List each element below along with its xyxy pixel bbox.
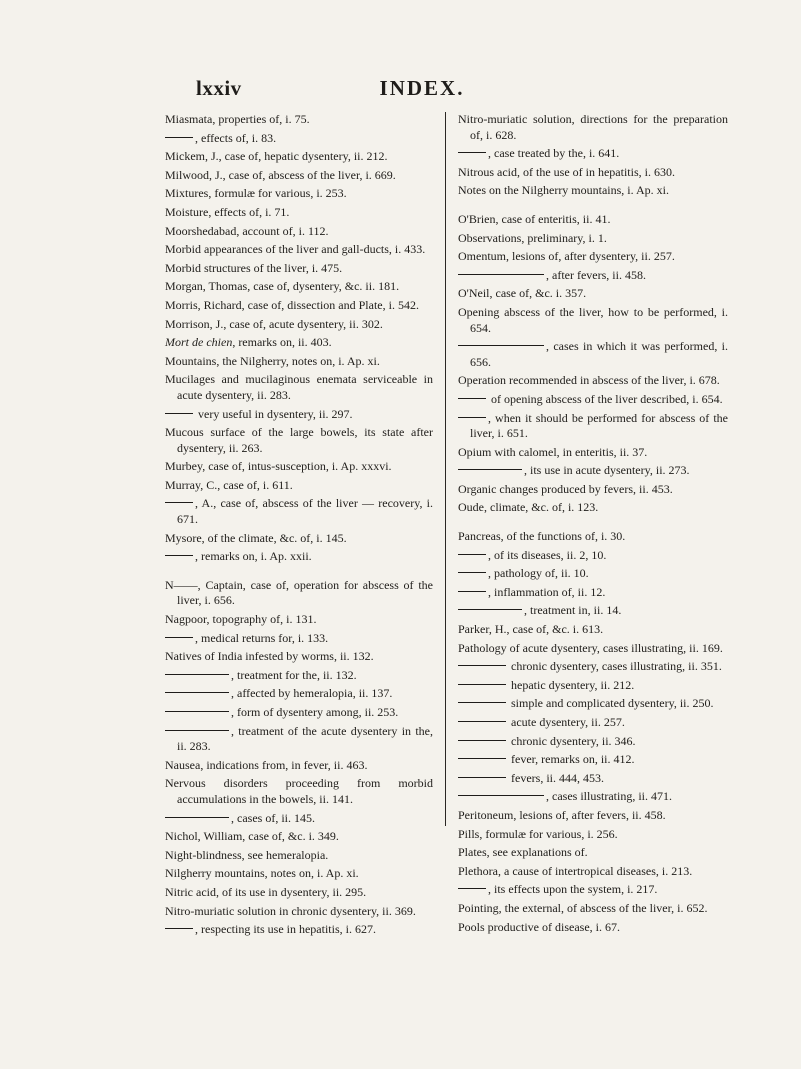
index-entry [458, 845, 728, 861]
index-entry [458, 411, 728, 442]
ditto-dash [458, 795, 544, 796]
index-entry-text: Morris, Richard, case of, dissection and Plate, i. 542. [165, 297, 419, 312]
index-entry [165, 922, 433, 938]
ditto-dash [458, 665, 506, 666]
index-entry [165, 242, 433, 258]
index-entry-text: Nilgherry mountains, notes on, i. Ap. xi. [165, 866, 359, 881]
index-entry [458, 445, 728, 461]
ditto-dash [165, 502, 193, 503]
ditto-dash [165, 555, 193, 556]
index-entry-text: acute dysentery, ii. 257. [508, 715, 625, 729]
index-entry-text: Nervous disorders proceeding from morbid accumulations in the bowels, ii. 141. [165, 776, 433, 806]
index-entry [458, 920, 728, 936]
italic-term: Mort de chien [165, 335, 233, 350]
index-entry [165, 758, 433, 774]
index-entry [165, 668, 433, 684]
index-entry-text: , when it should be performed for abscess of the liver, i. 651. [470, 410, 728, 441]
index-entry-text: Mucilages and mucilaginous enemata serviceable in acute dysentery, ii. 283. [165, 372, 433, 402]
index-entry-text: Moorshedabad, account of, i. 112. [165, 223, 329, 238]
index-entry-text: Opium with calomel, in enteritis, ii. 37. [458, 444, 648, 459]
page-title: INDEX. [379, 76, 465, 100]
index-entry-text: Miasmata, properties of, i. 75. [165, 112, 310, 126]
index-entry [165, 459, 433, 475]
index-entry-text: Nitrous acid, of the use of in hepatitis, i. 630. [458, 164, 675, 179]
index-entry-text: , cases of, ii. 145. [231, 810, 315, 825]
ditto-dash [458, 398, 486, 399]
index-entry-text: Pathology of acute dysentery, cases illustrating, ii. 169. [458, 640, 723, 655]
ditto-dash [165, 730, 229, 731]
ditto-dash [165, 692, 229, 693]
ditto-dash [458, 777, 506, 778]
index-entry [165, 407, 433, 423]
index-entry-text: very useful in dysentery, ii. 297. [195, 406, 353, 421]
index-entry-text: O'Brien, case of enteritis, ii. 41. [458, 211, 611, 226]
index-entry-text: Mickem, J., case of, hepatic dysentery, ii. 212. [165, 149, 388, 164]
index-entry-text: Nichol, William, case of, &c. i. 349. [165, 829, 339, 844]
ditto-dash [458, 345, 544, 346]
index-entry [165, 496, 433, 527]
ditto-dash [458, 572, 486, 573]
index-entry-text: , respecting its use in hepatitis, i. 627. [195, 922, 376, 937]
index-entry [165, 168, 433, 184]
index-entry-text: Night-blindness, see hemeralopia. [165, 847, 329, 862]
right-index-column [458, 112, 728, 938]
index-entry-text: Plates, see explanations of. [458, 845, 588, 860]
index-entry [458, 392, 728, 408]
index-entry-text: Moisture, effects of, i. 71. [165, 204, 290, 219]
index-entry [458, 789, 728, 805]
ditto-dash [458, 417, 486, 418]
index-entry [458, 585, 728, 601]
index-entry [165, 112, 433, 128]
index-entry-text: Opening abscess of the liver, how to be performed, i. 654. [458, 304, 728, 335]
index-entry-text: chronic dysentery, cases illustrating, ii. 351. [508, 659, 722, 674]
index-entry-text: Milwood, J., case of, abscess of the liver, i. 669. [165, 167, 396, 182]
ditto-dash [458, 740, 506, 741]
index-entry [165, 811, 433, 827]
index-entry-text: Peritoneum, lesions of, after fevers, ii. 458. [458, 807, 666, 822]
left-index-column [165, 112, 433, 941]
index-entry [165, 549, 433, 565]
index-entry [165, 866, 433, 882]
index-entry-text: , medical returns for, i. 133. [195, 630, 329, 645]
index-entry [458, 373, 728, 389]
ditto-dash [165, 413, 193, 414]
index-entry-text: fevers, ii. 444, 453. [508, 770, 604, 785]
ditto-dash [458, 469, 522, 470]
index-entry [165, 224, 433, 240]
index-entry [165, 149, 433, 165]
index-entry [458, 183, 728, 199]
index-entry-text: Pancreas, of the functions of, i. 30. [458, 529, 626, 544]
ditto-dash [458, 609, 522, 610]
index-entry-text: , effects of, i. 83. [195, 130, 277, 145]
index-entry-text: , case treated by the, i. 641. [488, 146, 620, 161]
index-entry-text: , cases illustrating, ii. 471. [546, 789, 672, 804]
index-entry-text: Oude, climate, &c. of, i. 123. [458, 500, 599, 515]
index-entry-text: , after fevers, ii. 458. [546, 267, 646, 282]
index-entry [458, 603, 728, 619]
index-entry [165, 425, 433, 456]
index-entry [165, 531, 433, 547]
index-entry-text: , treatment for the, ii. 132. [231, 667, 357, 682]
index-entry-text: Nagpoor, topography of, i. 131. [165, 612, 317, 627]
column-divider [445, 112, 446, 826]
index-entry-text: , remarks on, ii. 403. [232, 335, 332, 350]
index-entry [458, 678, 728, 694]
index-entry-text: , cases in which it was performed, i. 656. [470, 339, 728, 369]
page-header [196, 76, 648, 100]
index-entry [458, 882, 728, 898]
index-entry [458, 827, 728, 843]
ditto-dash [165, 711, 229, 712]
index-entry [458, 566, 728, 582]
index-entry-text: Morbid appearances of the liver and gall-ducts, i. 433. [165, 242, 426, 257]
ditto-dash [458, 591, 486, 592]
index-entry [458, 752, 728, 768]
index-entry [165, 317, 433, 333]
index-entry-text: simple and complicated dysentery, ii. 250. [508, 696, 714, 711]
index-entry [165, 612, 433, 628]
index-entry-text: Operation recommended in abscess of the liver, i. 678. [458, 373, 720, 388]
index-entry-text: Mucous surface of the large bowels, its state after dysentery, ii. 263. [165, 425, 433, 455]
index-entry [165, 478, 433, 494]
index-entry-text: Pills, formulæ for various, i. 256. [458, 826, 618, 841]
index-entry-text: , A., case of, abscess of the liver — recovery, i. 671. [177, 496, 433, 527]
index-entry-text: Pointing, the external, of abscess of the liver, i. 652. [458, 900, 708, 915]
index-entry [165, 298, 433, 314]
index-entry-text: , treatment of the acute dysentery in the, ii. 283. [177, 723, 433, 754]
index-entry [458, 659, 728, 675]
ditto-dash [165, 137, 193, 138]
ditto-dash [165, 674, 229, 675]
index-entry-text: hepatic dysentery, ii. 212. [508, 677, 635, 692]
index-entry-text: Natives of India infested by worms, ii. 132. [165, 649, 374, 664]
index-entry [458, 734, 728, 750]
index-entry [165, 372, 433, 403]
index-entry-text: , of its diseases, ii. 2, 10. [488, 547, 607, 562]
index-entry-text: Nitric acid, of its use in dysentery, ii. 295. [165, 884, 367, 899]
index-entry [458, 548, 728, 564]
index-entry-text: chronic dysentery, ii. 346. [508, 733, 636, 748]
index-entry [165, 354, 433, 370]
index-entry-text: Omentum, lesions of, after dysentery, ii. 257. [458, 249, 675, 264]
index-entry-text: Mysore, of the climate, &c. of, i. 145. [165, 530, 347, 545]
index-entry-text: Mixtures, formulæ for various, i. 253. [165, 186, 347, 201]
index-entry [165, 335, 433, 351]
index-entry [458, 146, 728, 162]
index-entry [458, 864, 728, 880]
index-entry [458, 231, 728, 247]
index-entry [165, 186, 433, 202]
ditto-dash [165, 817, 229, 818]
index-entry-text: Mountains, the Nilgherry, notes on, i. Ap. xi. [165, 353, 380, 368]
ditto-dash [458, 152, 486, 153]
index-entry-text: , remarks on, i. Ap. xxii. [195, 549, 312, 564]
index-entry-text: fever, remarks on, ii. 412. [508, 752, 635, 767]
index-entry [165, 848, 433, 864]
ditto-dash [458, 758, 506, 759]
index-entry [165, 885, 433, 901]
index-entry [458, 771, 728, 787]
ditto-dash [165, 928, 193, 929]
index-entry [458, 696, 728, 712]
index-entry-text: O'Neil, case of, &c. i. 357. [458, 286, 587, 301]
index-entry [458, 808, 728, 824]
index-entry [165, 631, 433, 647]
index-entry [165, 724, 433, 755]
index-entry-text: Morgan, Thomas, case of, dysentery, &c. ii. 181. [165, 279, 400, 294]
index-entry-text: , pathology of, ii. 10. [488, 566, 589, 581]
ditto-dash [458, 721, 506, 722]
ditto-dash [165, 637, 193, 638]
index-entry [458, 641, 728, 657]
index-entry-text: Organic changes produced by fevers, ii. 453. [458, 481, 673, 496]
index-entry [165, 649, 433, 665]
index-entry [165, 279, 433, 295]
ditto-dash [458, 684, 506, 685]
index-entry-text: Nitro-muriatic solution, directions for the preparation of, i. 628. [458, 112, 728, 142]
index-entry-text: Nausea, indications from, in fever, ii. 463. [165, 757, 368, 772]
ditto-dash [458, 274, 544, 275]
ditto-dash [458, 554, 486, 555]
index-entry-text: Morrison, J., case of, acute dysentery, ii. 302. [165, 316, 383, 331]
index-entry [458, 482, 728, 498]
index-entry-text: Plethora, a cause of intertropical diseases, i. 213. [458, 863, 693, 878]
index-entry-text: Murray, C., case of, i. 611. [165, 477, 293, 492]
index-entry-text: , affected by hemeralopia, ii. 137. [231, 686, 393, 701]
index-entry [458, 268, 728, 284]
index-entry [165, 131, 433, 147]
index-entry [458, 286, 728, 302]
index-entry-text: , inflammation of, ii. 12. [488, 584, 606, 599]
index-entry [165, 261, 433, 277]
index-entry-text: Observations, preliminary, i. 1. [458, 230, 607, 245]
index-entry [165, 904, 433, 920]
index-entry-text: , treatment in, ii. 14. [524, 603, 622, 618]
index-entry [458, 305, 728, 336]
index-entry [458, 715, 728, 731]
index-entry [458, 339, 728, 370]
index-entry-text: Murbey, case of, intus-susception, i. Ap. xxxvi. [165, 459, 392, 474]
index-entry-text: , its use in acute dysentery, ii. 273. [524, 463, 690, 478]
index-entry-text: Pools productive of disease, i. 67. [458, 919, 620, 934]
index-entry [458, 500, 728, 516]
index-entry [165, 829, 433, 845]
index-entry-text: N——, Captain, case of, operation for abscess of the liver, i. 656. [165, 577, 433, 608]
ditto-dash [458, 702, 506, 703]
index-entry-text: of opening abscess of the liver described, i. 654. [488, 391, 723, 406]
index-entry [458, 112, 728, 143]
index-entry-text: Morbid structures of the liver, i. 475. [165, 260, 343, 275]
index-entry-text: Nitro-muriatic solution in chronic dysentery, ii. 369. [165, 903, 416, 918]
index-entry [165, 578, 433, 609]
index-entry [458, 165, 728, 181]
index-entry-text: , its effects upon the system, i. 217. [488, 882, 658, 897]
index-entry-text: Notes on the Nilgherry mountains, i. Ap. xi. [458, 183, 669, 198]
index-entry [458, 249, 728, 265]
index-entry [458, 463, 728, 479]
index-entry [165, 776, 433, 807]
index-entry [165, 205, 433, 221]
index-entry [165, 705, 433, 721]
index-entry [165, 686, 433, 702]
page-number: lxxiv [196, 76, 242, 100]
index-entry-text: Parker, H., case of, &c. i. 613. [458, 622, 604, 637]
index-entry [458, 622, 728, 638]
index-entry-text: , form of dysentery among, ii. 253. [231, 705, 399, 719]
index-entry [458, 212, 728, 228]
ditto-dash [458, 888, 486, 889]
index-entry [458, 901, 728, 917]
index-entry [458, 529, 728, 545]
